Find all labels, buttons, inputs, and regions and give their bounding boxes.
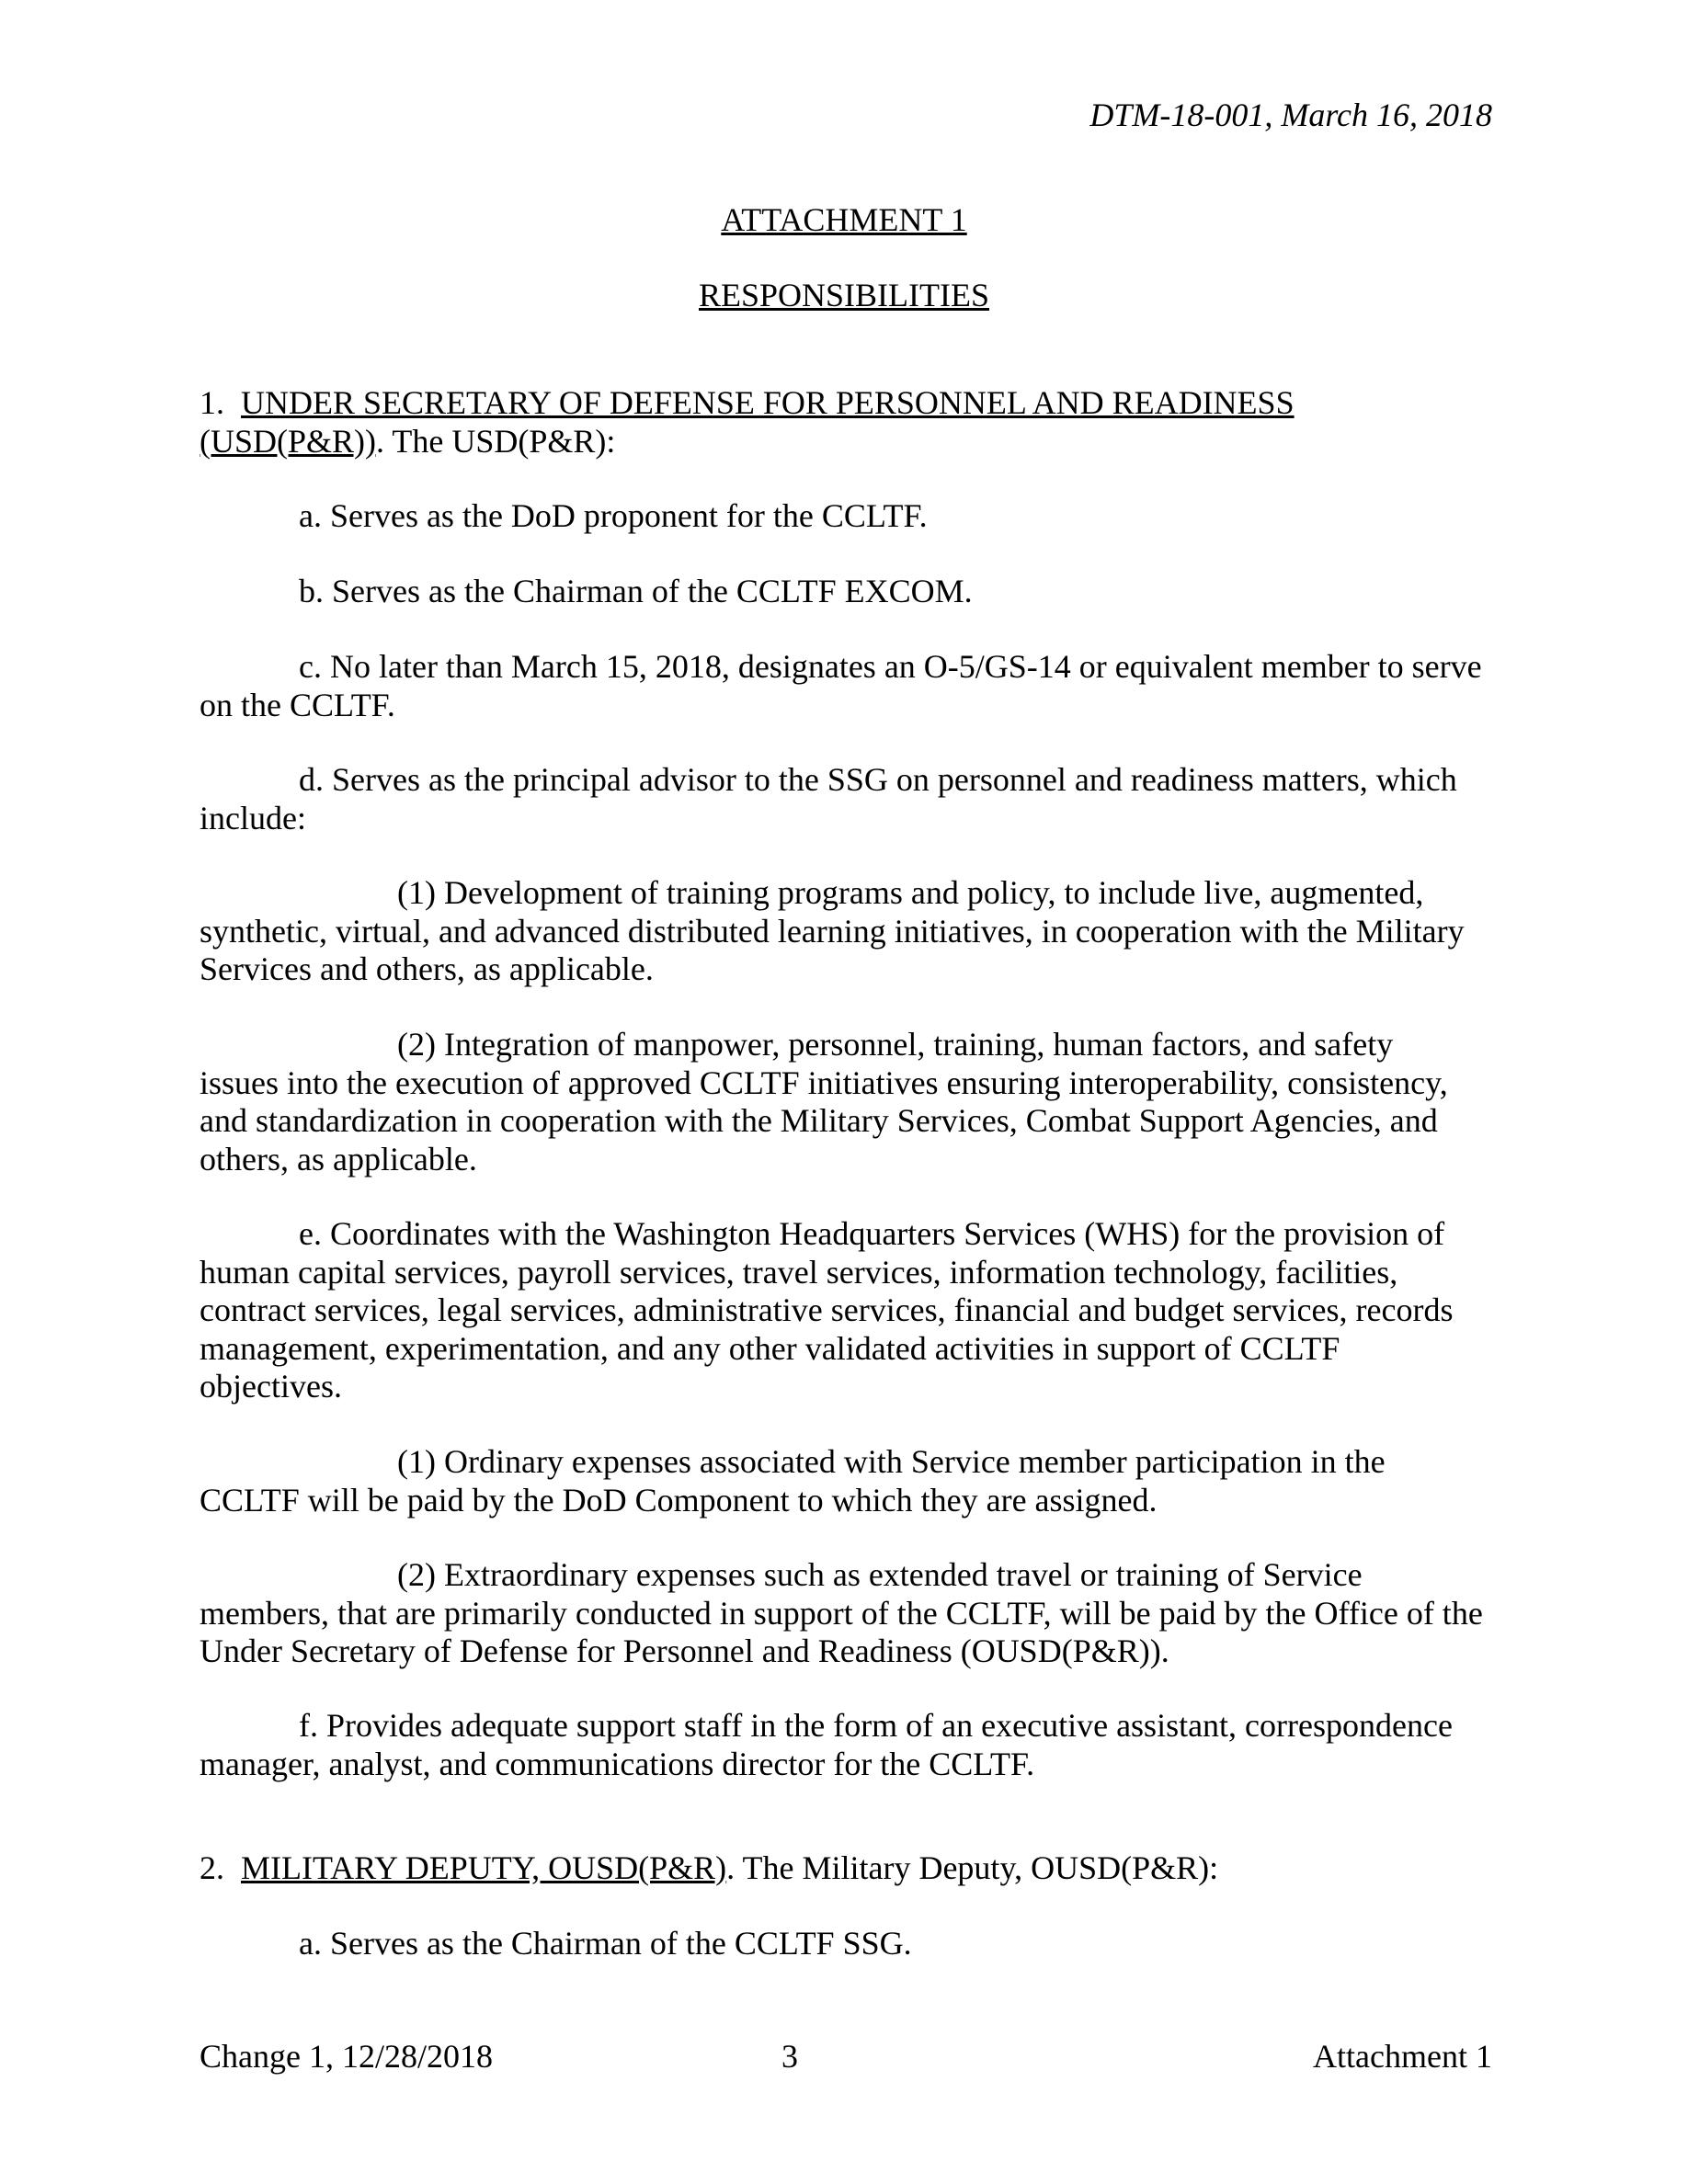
document-reference: DTM-18-001, March 16, 2018 — [1089, 97, 1492, 133]
section-2-intro: . The Military Deputy, OUSD(P&R): — [726, 1849, 1219, 1886]
section-2-number: 2. — [200, 1849, 224, 1886]
paragraph-2a — [200, 1925, 1505, 1963]
paragraph-line: (1) Development of training programs and policy, to include live, augmented, — [397, 874, 1424, 911]
attachment-title: ATTACHMENT 1 — [721, 201, 967, 238]
section-1-heading-line2: (USD(P&R)) — [200, 422, 377, 460]
paragraph-1b — [200, 573, 1505, 611]
section-2-heading — [200, 1849, 1505, 1888]
section-1-number: 1. — [200, 384, 224, 421]
footer-page-number: 3 — [781, 2038, 798, 2075]
paragraph-1d — [200, 761, 1505, 837]
paragraph-line: a. Serves as the Chairman of the CCLTF SSG. — [299, 1925, 912, 1962]
section-1-heading-line1: UNDER SECRETARY OF DEFENSE FOR PERSONNEL AND READINESS — [241, 384, 1295, 421]
paragraph-1e1 — [200, 1443, 1505, 1519]
paragraph-line: human capital services, payroll services, travel services, information technology, facilities, — [200, 1253, 1398, 1291]
paragraph-line: and standardization in cooperation with the Military Services, Combat Support Agencies, and — [200, 1102, 1438, 1139]
section-1-heading — [200, 384, 1505, 461]
paragraph-line: contract services, legal services, administrative services, financial and budget services, records — [200, 1291, 1454, 1328]
paragraph-line: b. Serves as the Chairman of the CCLTF EXCOM. — [299, 573, 973, 609]
paragraph-1a — [200, 497, 1505, 536]
footer-attachment-label: Attachment 1 — [1313, 2038, 1492, 2075]
paragraph-1e — [200, 1215, 1505, 1406]
paragraph-line: members, that are primarily conducted in support of the CCLTF, will be paid by the Office of the — [200, 1594, 1483, 1632]
paragraph-line: management, experimentation, and any other validated activities in support of CCLTF — [200, 1329, 1340, 1367]
paragraph-line: synthetic, virtual, and advanced distributed learning initiatives, in cooperation with the Military — [200, 912, 1465, 950]
paragraph-line: Services and others, as applicable. — [200, 950, 654, 987]
paragraph-line: (2) Integration of manpower, personnel, training, human factors, and safety — [397, 1026, 1394, 1063]
paragraph-1c — [200, 648, 1505, 724]
section-1-intro: . The USD(P&R): — [376, 422, 616, 460]
paragraph-line: f. Provides adequate support staff in the form of an executive assistant, correspondence — [299, 1707, 1453, 1744]
paragraph-line: CCLTF will be paid by the DoD Component to which they are assigned. — [200, 1481, 1158, 1519]
paragraph-line: (1) Ordinary expenses associated with Service member participation in the — [397, 1443, 1386, 1480]
paragraph-line: issues into the execution of approved CCLTF initiatives ensuring interoperability, consistency, — [200, 1064, 1448, 1101]
paragraph-1f — [200, 1707, 1505, 1783]
paragraph-line: (2) Extraordinary expenses such as extended travel or training of Service — [397, 1556, 1363, 1593]
paragraph-line: e. Coordinates with the Washington Headquarters Services (WHS) for the provision of — [299, 1215, 1445, 1252]
paragraph-1d1 — [200, 874, 1505, 989]
section-title: RESPONSIBILITIES — [698, 277, 990, 313]
footer-change-note: Change 1, 12/28/2018 — [200, 2038, 493, 2075]
paragraph-line: Under Secretary of Defense for Personnel and Readiness (OUSD(P&R)). — [200, 1632, 1169, 1669]
paragraph-line: d. Serves as the principal advisor to the SSG on personnel and readiness matters, which — [299, 761, 1457, 798]
paragraph-line: a. Serves as the DoD proponent for the CCLTF. — [299, 497, 928, 534]
paragraph-line: include: — [200, 799, 306, 836]
paragraph-line: others, as applicable. — [200, 1140, 477, 1177]
paragraph-line: objectives. — [200, 1368, 342, 1405]
section-2-heading-text: MILITARY DEPUTY, OUSD(P&R) — [241, 1849, 727, 1886]
paragraph-line: on the CCLTF. — [200, 686, 395, 723]
paragraph-line: c. No later than March 15, 2018, designates an O-5/GS-14 or equivalent member to serve — [299, 648, 1482, 685]
paragraph-line: manager, analyst, and communications director for the CCLTF. — [200, 1745, 1035, 1782]
paragraph-1e2 — [200, 1556, 1505, 1671]
paragraph-1d2 — [200, 1026, 1505, 1178]
